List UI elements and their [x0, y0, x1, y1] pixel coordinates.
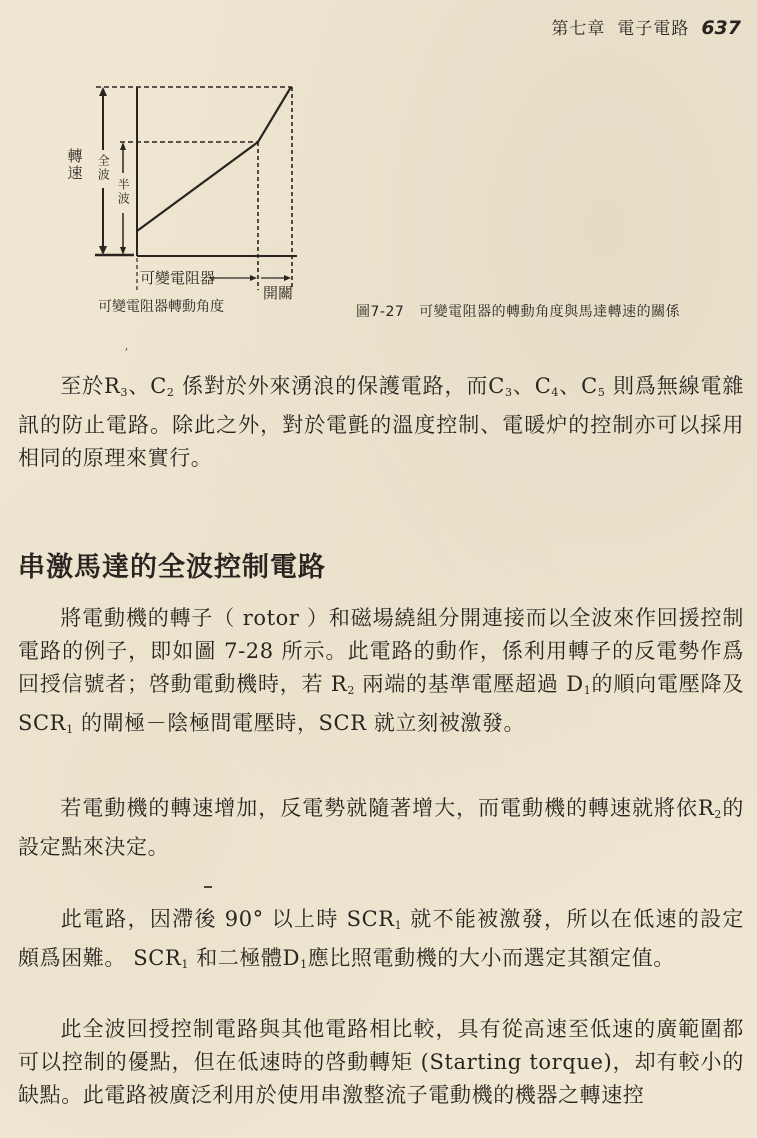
- text-run: 則爲無線電: [605, 374, 723, 398]
- text-run: 兩端的基準電壓超過 D: [354, 672, 584, 696]
- print-mark: [204, 886, 212, 888]
- half-wave-label: 半波: [116, 178, 131, 206]
- text-run: 將電動機的轉子（ rotor ）和磁場繞組分開連接而以全波來作回援控制電路的例子，即如圖 7-28 所示。此電路的動作，係利用轉子的反電勢作爲回授信號者；啓動電動機時，若 R: [18, 606, 744, 696]
- text-run: 雜訊的防止電路。除此之外，對於電氈的溫度控制、電暖炉的控制亦可以採用相同的原理來實行。: [18, 374, 744, 470]
- text-run: 和二極體D: [188, 946, 301, 970]
- subscript: 2: [166, 386, 175, 399]
- subscript: 1: [300, 958, 308, 971]
- figure-caption: [356, 301, 680, 321]
- full-wave-label: 全波: [96, 154, 111, 182]
- chapter-number: 第七章: [551, 19, 606, 39]
- text-run: 至於R: [60, 374, 121, 398]
- page-number: 637: [701, 17, 741, 39]
- figure-number: 圖7-27: [356, 304, 405, 320]
- subscript: 2: [347, 684, 355, 697]
- text-run: 就不能被激發，所以在低速的設定頗爲困難。 SCR: [18, 907, 744, 970]
- paragraph-speed-increase: [18, 792, 744, 864]
- subscript: 5: [597, 386, 606, 399]
- resistor-range-label: 可變電阻器: [140, 269, 216, 287]
- print-mark: ʼ: [124, 346, 128, 360]
- subscript: 1: [66, 723, 74, 736]
- text-run: 、C: [128, 374, 167, 398]
- text-run: 若電動機的轉速增加，反電勢就隨著增大，而電動機的轉速就將依R: [60, 796, 715, 820]
- y-axis-label: 轉速: [65, 148, 84, 182]
- chapter-title: 電子電路: [617, 19, 690, 39]
- subscript: 1: [583, 684, 592, 697]
- text-run: 此電路，因滯後 90° 以上時 SCR: [60, 907, 395, 931]
- subscript: 4: [551, 386, 559, 399]
- paragraph-full-wave-control: [18, 602, 744, 746]
- paragraph-protection-circuit: [18, 370, 744, 475]
- section-heading: 串激馬達的全波控制電路: [18, 552, 326, 583]
- figure-7-27: [65, 70, 310, 320]
- text-run: 係對於外來湧浪的保護電路，而C: [174, 374, 505, 398]
- text-run: 此全波回授控制電路與其他電路相比較，具有從高速至低速的廣範圍都可以控制的優點，但在低速時的啓動轉矩 (Starting torque)，却有較小的缺點。此電路被廣泛利用於使用串激整流子電動機的機器之轉速控: [18, 1017, 744, 1107]
- text-run: 的設定點來決定。: [18, 796, 745, 859]
- subscript: 2: [714, 808, 723, 821]
- paragraph-advantages: [18, 1013, 744, 1112]
- text-run: 應比照電動機的大小而選定其額定值。: [307, 946, 675, 970]
- text-run: 的順向電壓降及 SCR: [18, 672, 745, 735]
- running-header: [551, 14, 741, 39]
- text-run: 、C: [512, 374, 552, 398]
- subscript: 1: [181, 958, 189, 971]
- paragraph-low-speed-difficulty: [18, 903, 744, 981]
- switch-range-label: 開關: [263, 284, 294, 302]
- text-run: 、C: [559, 374, 598, 398]
- text-run: 的閘極－陰極間電壓時，SCR 就立刻被激發。: [73, 711, 526, 735]
- subscript: 1: [394, 919, 403, 932]
- subscript: 3: [120, 386, 129, 399]
- x-axis-label: 可變電阻器轉動角度: [98, 299, 224, 315]
- subscript: 3: [504, 386, 513, 399]
- figure-caption-text: 可變電阻器的轉動角度與馬達轉速的關係: [419, 304, 681, 320]
